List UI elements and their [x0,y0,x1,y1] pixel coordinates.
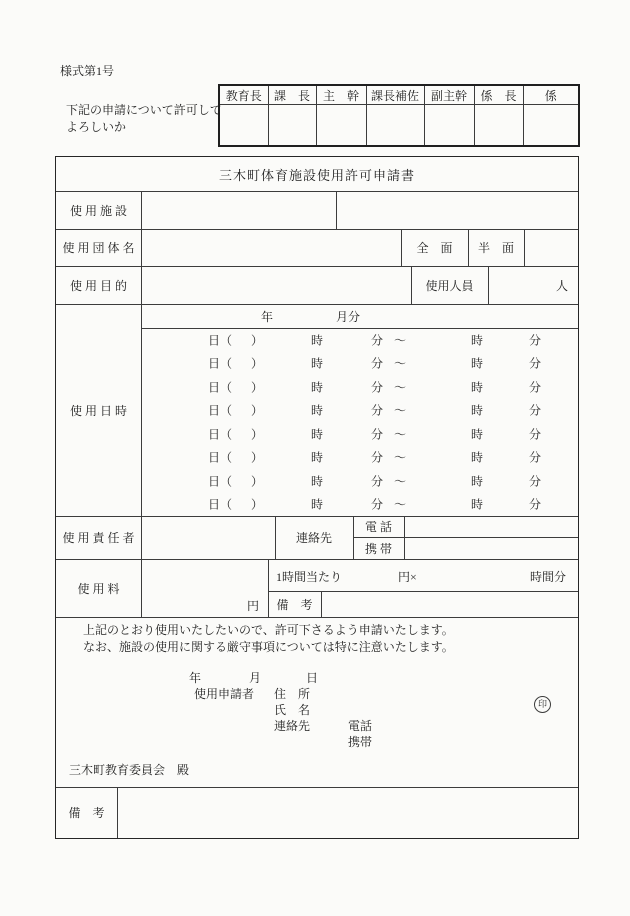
day-close-paren: ） [251,427,264,442]
approval-table [218,84,580,147]
approval-header-row [219,85,579,105]
approval-stamp-cell [219,105,268,147]
applicant-name-label: 氏 名 [274,703,311,717]
date-month-label: 月 [249,671,262,685]
fee-label: 使 用 料 [77,581,120,596]
applicant-phone-label: 電話 [348,719,373,733]
manager-phone-value-cell [404,516,578,537]
range-tilde: ～ [394,497,407,512]
minute-to-label: 分 [529,380,542,395]
approval-col-section-chief: 課 長 [268,85,316,105]
fee-amount-cell [141,559,268,617]
seal-icon [534,696,551,713]
usage-datetime-label: 使 用 日 時 [69,403,127,418]
manager-mobile-label: 携 帯 [364,541,392,556]
year-label: 年 [261,310,274,324]
approval-col-subsection-chief: 係 長 [474,85,523,105]
day-open-paren: 日（ [208,497,233,512]
minute-from-label: 分 [371,356,384,371]
hour-to-label: 時 [471,356,484,371]
range-tilde: ～ [394,403,407,418]
hour-from-label: 時 [311,474,324,489]
statement-block [56,617,578,787]
hour-to-label: 時 [471,333,484,348]
day-close-paren: ） [251,356,264,371]
day-open-paren: 日（ [208,427,233,442]
range-tilde: ～ [394,380,407,395]
minute-to-label: 分 [529,427,542,442]
approval-col-senior-manager: 主 幹 [316,85,366,105]
fee-yen-unit: 円 [246,599,259,613]
half-court-label: 半 面 [477,241,514,255]
manager-phone-label: 電 話 [364,520,392,534]
day-open-paren: 日（ [208,450,233,465]
approval-col-assistant-section-chief: 課長補佐 [366,85,424,105]
approval-stamp-cell [268,105,316,147]
day-close-paren: ） [251,497,264,512]
minute-to-label: 分 [529,356,542,371]
applicant-mobile-label: 携帯 [348,735,373,749]
minute-from-label: 分 [371,497,384,512]
day-close-paren: ） [251,450,264,465]
facility-label: 使 用 施 設 [69,203,127,218]
form-title: 三木町体育施設使用許可申請書 [218,167,415,183]
minute-from-label: 分 [371,450,384,465]
statement-line2: なお、施設の使用に関する厳守事項については特に注意いたします。 [83,640,454,654]
day-open-paren: 日（ [208,403,233,418]
approval-question-line2: よろしいか [66,120,127,134]
fee-yen-times-label: 円× [398,570,417,584]
approval-stamp-cell [316,105,366,147]
fee-hours-label: 時間分 [529,570,566,584]
usage-datetime-header [141,304,578,328]
hour-from-label: 時 [311,427,324,442]
minute-from-label: 分 [371,427,384,442]
usage-day-row [141,446,578,470]
approval-col-deputy-senior-manager: 副主幹 [424,85,474,105]
approval-stamp-cell [424,105,474,147]
application-form-table [55,156,579,839]
addressee: 三木町教育委員会 殿 [69,763,190,777]
hour-from-label: 時 [311,450,324,465]
approval-question-line1: 下記の申請について許可して [66,103,222,117]
hour-to-label: 時 [471,380,484,395]
manager-name-cell [141,516,275,559]
hour-to-label: 時 [471,450,484,465]
minute-from-label: 分 [371,403,384,418]
fee-per-hour-label: 1時間当たり [276,570,343,584]
hour-from-label: 時 [311,403,324,418]
approval-stamp-cell [366,105,424,147]
hour-to-label: 時 [471,403,484,418]
day-open-paren: 日（ [208,380,233,395]
statement-line1: 上記のとおり使用いたしたいので、許可下さるよう申請いたします。 [83,623,454,637]
hour-to-label: 時 [471,474,484,489]
manager-label: 使 用 責 任 者 [62,531,135,545]
facility-value-cell [141,191,336,229]
minute-from-label: 分 [371,474,384,489]
range-tilde: ～ [394,333,407,348]
organization-label: 使 用 団 体 名 [62,241,135,255]
day-close-paren: ） [251,403,264,418]
minute-to-label: 分 [529,497,542,512]
approval-col-superintendent: 教育長 [219,85,268,105]
remarks-value-cell [117,787,578,838]
minute-to-label: 分 [529,333,542,348]
fee-remarks-label: 備 考 [276,597,313,612]
people-count-unit: 人 [555,278,568,293]
usage-day-row [141,352,578,376]
minute-to-label: 分 [529,403,542,418]
approval-question [66,102,222,136]
applicant-address-label: 住 所 [274,687,311,701]
fee-remarks-value-cell [321,591,578,617]
manager-contact-label: 連絡先 [295,531,332,545]
approval-stamp-cell [474,105,523,147]
usage-day-row [141,328,578,352]
hour-from-label: 時 [311,333,324,348]
fee-per-hour-row [268,559,578,591]
minute-to-label: 分 [529,474,542,489]
applicant-label: 使用申請者 [194,687,255,701]
manager-mobile-value-cell [404,537,578,559]
approval-col-staff: 係 [523,85,579,105]
range-tilde: ～ [394,356,407,371]
date-year-label: 年 [189,671,202,685]
approval-stamp-cell [523,105,579,147]
organization-value-cell [141,229,401,266]
minute-from-label: 分 [371,333,384,348]
usage-day-row [141,469,578,493]
purpose-label: 使 用 目 的 [69,278,127,293]
minute-from-label: 分 [371,380,384,395]
day-open-paren: 日（ [208,474,233,489]
applicant-contact-label: 連絡先 [274,719,311,733]
hour-from-label: 時 [311,497,324,512]
usage-day-row [141,399,578,423]
range-tilde: ～ [394,450,407,465]
usage-day-row [141,493,578,517]
facility-extra-cell [336,191,578,229]
month-label: 月分 [336,310,361,324]
people-count-label: 使用人員 [425,278,474,293]
day-open-paren: 日（ [208,333,233,348]
hour-to-label: 時 [471,427,484,442]
purpose-value-cell [141,266,411,304]
court-check-cell [524,229,578,266]
usage-day-rows [141,328,578,516]
usage-day-row [141,422,578,446]
day-close-paren: ） [251,333,264,348]
hour-to-label: 時 [471,497,484,512]
day-open-paren: 日（ [208,356,233,371]
day-close-paren: ） [251,380,264,395]
seal-character: 印 [537,699,547,709]
hour-from-label: 時 [311,380,324,395]
usage-day-row [141,375,578,399]
remarks-label: 備 考 [68,806,105,820]
minute-to-label: 分 [529,450,542,465]
date-day-label: 日 [306,671,319,685]
hour-from-label: 時 [311,356,324,371]
range-tilde: ～ [394,427,407,442]
approval-stamp-row [219,105,579,147]
full-court-label: 全 面 [416,241,453,255]
range-tilde: ～ [394,474,407,489]
form-number: 様式第1号 [60,64,115,78]
day-close-paren: ） [251,474,264,489]
